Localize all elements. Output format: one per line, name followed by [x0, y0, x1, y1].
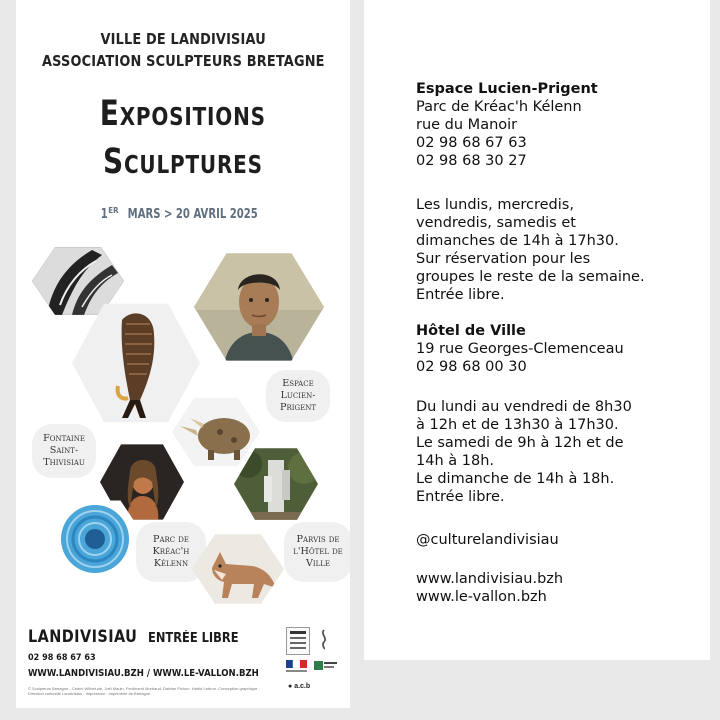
- label-espace-lucien-prigent: Espace Lucien-Prigent: [266, 370, 330, 422]
- poster-credits: © Sculpteurs Bretagne - Cédric Wilhelude, Joël Mauin, Ferdinand Morbaud, Dalvise Pichon, Hafrid Lebrun. Conception graphique : Direction culturelle Landivisiau - Impression : Imprimerie de Bretagne: [28, 686, 260, 696]
- standing-figure-icon: [72, 300, 200, 426]
- hours1-line: Sur réservation pour les: [416, 251, 591, 267]
- label-fontaine-saint-thivisiau: Fontaine Saint-Thivisiau: [32, 424, 96, 478]
- header-city: VILLE DE LANDIVISIAU: [100, 30, 266, 48]
- stone-statue-image: [234, 446, 318, 522]
- wood-sculpture-image: [72, 300, 200, 426]
- website-link-landivisiau[interactable]: www.landivisiau.bzh: [416, 571, 564, 587]
- venue2-address: 19 rue Georges-Clemenceau: [416, 341, 624, 357]
- hours2-line: 14h à 18h.: [416, 453, 494, 469]
- sculpteurs-logo-icon: [316, 628, 332, 650]
- hours2-line: Du lundi au vendredi de 8h30: [416, 399, 632, 415]
- republique-logo-icon: [286, 660, 308, 674]
- rhino-sculpture-image: [172, 396, 260, 468]
- region-logo-icon: [286, 627, 310, 655]
- entree-libre-badge: ENTRÉE LIBRE: [148, 631, 239, 646]
- hours1-line: vendredis, samedis et: [416, 215, 576, 231]
- portrait-painting-image: [194, 250, 324, 364]
- exhibition-poster: [16, 0, 350, 708]
- venue1-hours: [416, 196, 645, 304]
- venue1-block: [416, 80, 598, 170]
- portrait-icon: [194, 250, 324, 364]
- rhino-icon: [172, 396, 260, 468]
- label-parvis-hotel-de-ville: Parvis de l'Hôtel de Ville: [284, 522, 350, 582]
- landivisiau-logo: LANDIVISIAU: [28, 627, 138, 647]
- venue2-block: [416, 322, 624, 376]
- header-association: ASSOCIATION SCULPTEURS BRETAGNE: [41, 52, 325, 70]
- hours2-line: Entrée libre.: [416, 489, 505, 505]
- hours2-line: à 12h et de 13h30 à 17h30.: [416, 417, 619, 433]
- venue1-phone1: 02 98 68 67 63: [416, 135, 527, 151]
- website-link-le-vallon[interactable]: www.le-vallon.bzh: [416, 589, 547, 605]
- hours1-line: groupes le reste de la semaine.: [416, 269, 645, 285]
- venue1-name: Espace Lucien-Prigent: [416, 81, 598, 97]
- hours1-line: dimanches de 14h à 17h30.: [416, 233, 619, 249]
- venue1-phone2: 02 98 68 30 27: [416, 153, 527, 169]
- venue1-address1: Parc de Kréac'h Kélenn: [416, 99, 582, 115]
- venue2-name: Hôtel de Ville: [416, 323, 526, 339]
- poster-phone: 02 98 68 67 63: [28, 653, 96, 663]
- acb-logo: ● a.c.b: [288, 683, 311, 690]
- garden-statue-icon: [234, 446, 318, 522]
- hours1-line: Les lundis, mercredis,: [416, 197, 574, 213]
- hours2-line: Le samedi de 9h à 12h et de: [416, 435, 624, 451]
- hours1-line: Entrée libre.: [416, 287, 505, 303]
- venue2-phone: 02 98 68 00 30: [416, 359, 527, 375]
- title-sculptures: Sculptures: [103, 142, 263, 182]
- poster-websites: WWW.LANDIVISIAU.BZH / WWW.LE-VALLON.BZH: [28, 668, 259, 679]
- hours2-line: Le dimanche de 14h à 18h.: [416, 471, 615, 487]
- finistere-logo-icon: [314, 660, 338, 674]
- venue2-hours: [416, 398, 632, 506]
- venue1-address2: rue du Manoir: [416, 117, 518, 133]
- social-handle[interactable]: @culturelandivisiau: [416, 532, 559, 548]
- title-expositions: Expositions: [99, 94, 267, 134]
- information-panel: [364, 0, 710, 660]
- label-parc-kreach-kelenn: Parc de Kréac'h Kélenn: [136, 522, 206, 582]
- exhibition-dates: 1ERMARS > 20 AVRIL 2025: [100, 206, 258, 223]
